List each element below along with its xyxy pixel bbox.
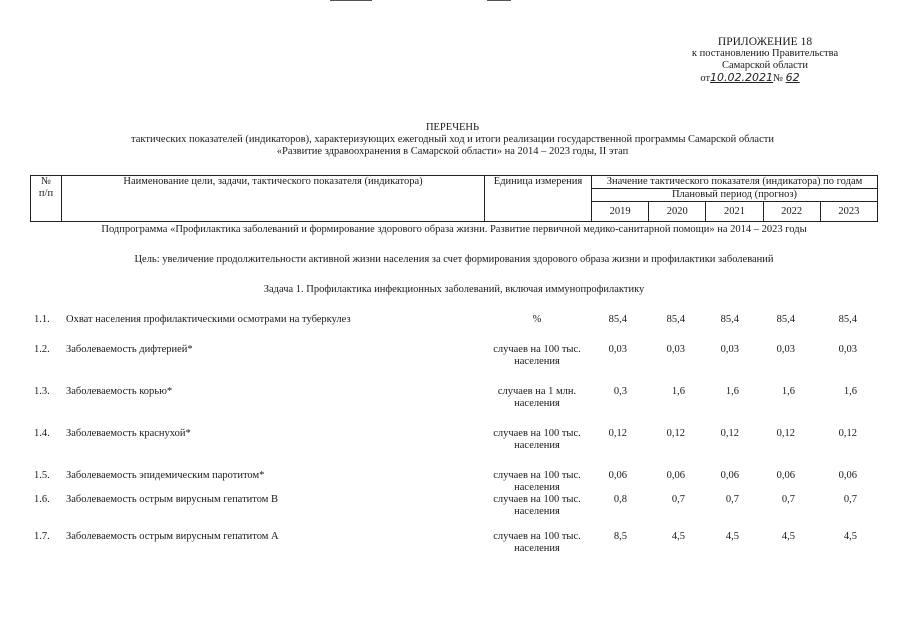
document-subtitle-line1: тактических показателей (индикаторов), характеризующих ежегодный ход и итоги реализации государственной программы Самарской области <box>131 134 774 145</box>
row-value-2022: 0,06 <box>776 470 795 481</box>
row-number: 1.3. <box>34 386 50 397</box>
row-value-2023: 85,4 <box>838 314 857 325</box>
row-value-2019: 0,12 <box>608 428 627 439</box>
row-value-2022: 4,5 <box>781 531 795 542</box>
row-unit: случаев на 1 млн. населения <box>497 386 577 409</box>
date-prefix: от <box>700 73 711 84</box>
row-number: 1.7. <box>34 531 50 542</box>
row-unit: случаев на 100 тыс. населения <box>493 470 581 493</box>
table-row <box>0 314 905 344</box>
annex-date-line <box>640 72 890 85</box>
row-value-2019: 0,3 <box>613 386 627 397</box>
annex-block <box>640 36 890 85</box>
date-value: 10.02.2021 <box>710 71 774 84</box>
row-value-2019: 0,8 <box>613 494 627 505</box>
row-value-2019: 0,06 <box>608 470 627 481</box>
row-value-2023: 1,6 <box>843 386 857 397</box>
row-number: 1.4. <box>34 428 50 439</box>
row-unit: случаев на 100 тыс. населения <box>493 494 581 517</box>
row-value-2022: 0,12 <box>776 428 795 439</box>
row-value-2021: 0,12 <box>720 428 739 439</box>
row-unit: случаев на 100 тыс. населения <box>493 428 581 451</box>
row-value-2021: 0,06 <box>720 470 739 481</box>
row-number: 1.1. <box>34 314 50 325</box>
number-prefix: № <box>773 73 784 84</box>
col-name-header: Наименование цели, задачи, тактического показателя (индикатора) <box>62 176 485 222</box>
row-unit: % <box>532 314 542 325</box>
document-subtitle-line2: «Развитие здравоохранения в Самарской области» на 2014 – 2023 годы, II этап <box>276 146 629 157</box>
row-unit: случаев на 100 тыс. населения <box>493 531 581 554</box>
row-number: 1.2. <box>34 344 50 355</box>
year-header: 2023 <box>820 202 877 222</box>
row-value-2019: 85,4 <box>608 314 627 325</box>
row-indicator-name: Заболеваемость корью* <box>66 386 173 397</box>
col-unit-header: Единица измерения <box>485 176 592 222</box>
year-header: 2020 <box>649 202 706 222</box>
year-header: 2021 <box>706 202 763 222</box>
row-indicator-name: Заболеваемость эпидемическим паротитом* <box>66 470 265 481</box>
row-number: 1.6. <box>34 494 50 505</box>
page-edge-mark <box>330 0 372 1</box>
document-title: ПЕРЕЧЕНЬ <box>425 122 480 133</box>
row-value-2022: 0,7 <box>781 494 795 505</box>
table-row <box>0 428 905 458</box>
row-value-2021: 85,4 <box>720 314 739 325</box>
col-num-header: № п/п <box>31 176 62 222</box>
row-value-2023: 4,5 <box>843 531 857 542</box>
row-value-2022: 1,6 <box>781 386 795 397</box>
indicator-table-header <box>30 175 878 222</box>
table-row <box>0 386 905 416</box>
row-value-2021: 0,7 <box>725 494 739 505</box>
row-value-2020: 85,4 <box>666 314 685 325</box>
row-unit: случаев на 100 тыс. населения <box>493 344 581 367</box>
row-number: 1.5. <box>34 470 50 481</box>
subprogram-title: Подпрограмма «Профилактика заболеваний и формирование здорового образа жизни. Развитие первичной медико-санитарной помощи» на 2014 – 2023 годы <box>101 224 807 235</box>
row-value-2021: 0,03 <box>720 344 739 355</box>
row-indicator-name: Заболеваемость краснухой* <box>66 428 191 439</box>
row-indicator-name: Заболеваемость острым вирусным гепатитом А <box>66 531 279 542</box>
row-value-2023: 0,7 <box>843 494 857 505</box>
col-plan-period-header: Плановый период (прогноз) <box>592 189 878 202</box>
table-row <box>0 494 905 524</box>
row-value-2021: 4,5 <box>725 531 739 542</box>
annex-title: ПРИЛОЖЕНИЕ 18 <box>717 36 813 48</box>
task-title: Задача 1. Профилактика инфекционных заболеваний, включая иммунопрофилактику <box>263 284 645 295</box>
row-value-2023: 0,03 <box>838 344 857 355</box>
table-row <box>0 344 905 374</box>
row-value-2021: 1,6 <box>725 386 739 397</box>
row-value-2020: 0,03 <box>666 344 685 355</box>
row-value-2019: 0,03 <box>608 344 627 355</box>
row-value-2020: 4,5 <box>671 531 685 542</box>
table-row <box>0 531 905 561</box>
row-value-2019: 8,5 <box>613 531 627 542</box>
row-value-2020: 0,06 <box>666 470 685 481</box>
row-indicator-name: Охват населения профилактическими осмотрами на туберкулез <box>66 314 351 325</box>
year-header: 2019 <box>592 202 649 222</box>
row-value-2023: 0,12 <box>838 428 857 439</box>
annex-line2: Самарской области <box>722 60 808 71</box>
row-value-2020: 0,12 <box>666 428 685 439</box>
year-header: 2022 <box>763 202 820 222</box>
row-indicator-name: Заболеваемость дифтерией* <box>66 344 193 355</box>
page-edge-mark <box>487 0 511 1</box>
goal-text: Цель: увеличение продолжительности активной жизни населения за счет формирования здорового образа жизни и профилактики заболеваний <box>134 254 774 265</box>
row-value-2022: 85,4 <box>776 314 795 325</box>
row-indicator-name: Заболеваемость острым вирусным гепатитом В <box>66 494 279 505</box>
col-values-group-header: Значение тактического показателя (индикатора) по годам <box>592 176 878 189</box>
row-value-2023: 0,06 <box>838 470 857 481</box>
number-value: 62 <box>785 71 800 84</box>
annex-line1: к постановлению Правительства <box>691 48 839 59</box>
row-value-2020: 0,7 <box>671 494 685 505</box>
row-value-2020: 1,6 <box>671 386 685 397</box>
row-value-2022: 0,03 <box>776 344 795 355</box>
